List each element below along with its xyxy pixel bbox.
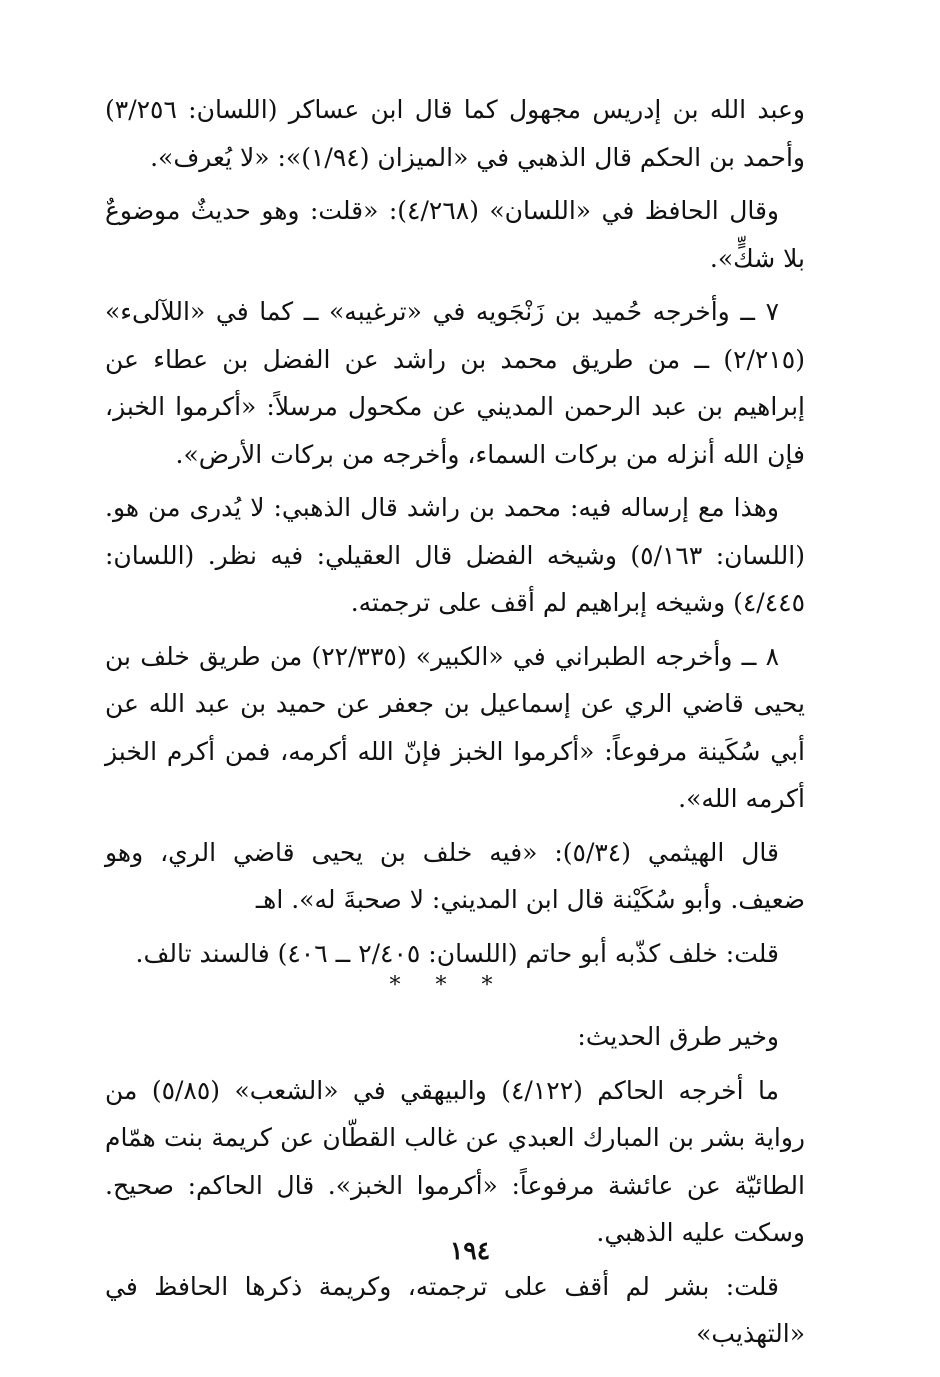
- paragraph-khalaf-verdict: قلت: خلف كذّبه أبو حاتم (اللسان: ٢/٤٠٥ ــ ٤٠٦) فالسند تالف.: [135, 938, 779, 968]
- paragraph-ibn-idris: وعبد الله بن إدريس مجهول كما قال ابن عساكر (اللسان: ٣/٢٥٦) وأحمد بن الحكم قال الذهبي في «الميزان (١/٩٤)»: «لا يُعرف».: [105, 95, 805, 172]
- paragraph-irsal-note: وهذا مع إرساله فيه: محمد بن راشد قال الذهبي: لا يُدرى من هو. (اللسان: ٥/١٦٣) وشيخه الفضل قال العقيلي: فيه نظر. (اللسان: ٤/٤٤٥) وشيخه إبراهيم لم أقف على ترجمته.: [105, 493, 805, 617]
- paragraph-hafiz-lisan: وقال الحافظ في «اللسان» (٤/٢٦٨): «قلت: وهو حديثٌ موضوعٌ بلا شكٍّ».: [105, 196, 805, 273]
- paragraph-best-routes-heading: وخير طرق الحديث:: [577, 1022, 779, 1051]
- paragraph-narration-8: ٨ ــ وأخرجه الطبراني في «الكبير» (٢٢/٣٣٥) من طريق خلف بن يحيى قاضي الري عن إسماعيل بن جعفر عن حميد بن عبد الله عن أبي سُكَينة مرفوعاً: «أكرموا الخبز فإنّ الله أكرمه، فمن أكرم الخبز أكرمه الله».: [105, 641, 805, 813]
- section-separator: * * *: [389, 973, 507, 998]
- paragraph-narration-7: ٧ ــ وأخرجه حُميد بن زَنْجَويه في «ترغيبه» ــ كما في «اللآلىء» (٢/٢١٥) ــ من طريق محمد بن راشد عن الفضل بن عطاء عن إبراهيم بن عبد الرحمن المديني عن مكحول مرسلاً: «أكرموا الخبز، فإن الله أنزله من بركات السماء، وأخرجه من بركات الأرض».: [105, 297, 805, 469]
- paragraph-hakim-narration: ما أخرجه الحاكم (٤/١٢٢) والبيهقي في «الشعب» (٥/٨٥) من رواية بشر بن المبارك العبدي عن غالب القطّان عن كريمة بنت همّام الطائيّة عن عائشة مرفوعاً: «أكرموا الخبز». قال الحاكم: صحيح. وسكت عليه الذهبي.: [105, 1075, 805, 1247]
- page-body: [105, 86, 805, 1364]
- page-number: ١٩٤: [449, 1236, 491, 1265]
- paragraph-bishr-note: قلت: بشر لم أقف على ترجمته، وكريمة ذكرها الحافظ في «التهذيب»: [105, 1271, 805, 1348]
- paragraph-haythami: قال الهيثمي (٥/٣٤): «فيه خلف بن يحيى قاضي الري، وهو ضعيف. وأبو سُكَيْنة قال ابن المديني: لا صحبةَ له». اهـ: [105, 837, 805, 914]
